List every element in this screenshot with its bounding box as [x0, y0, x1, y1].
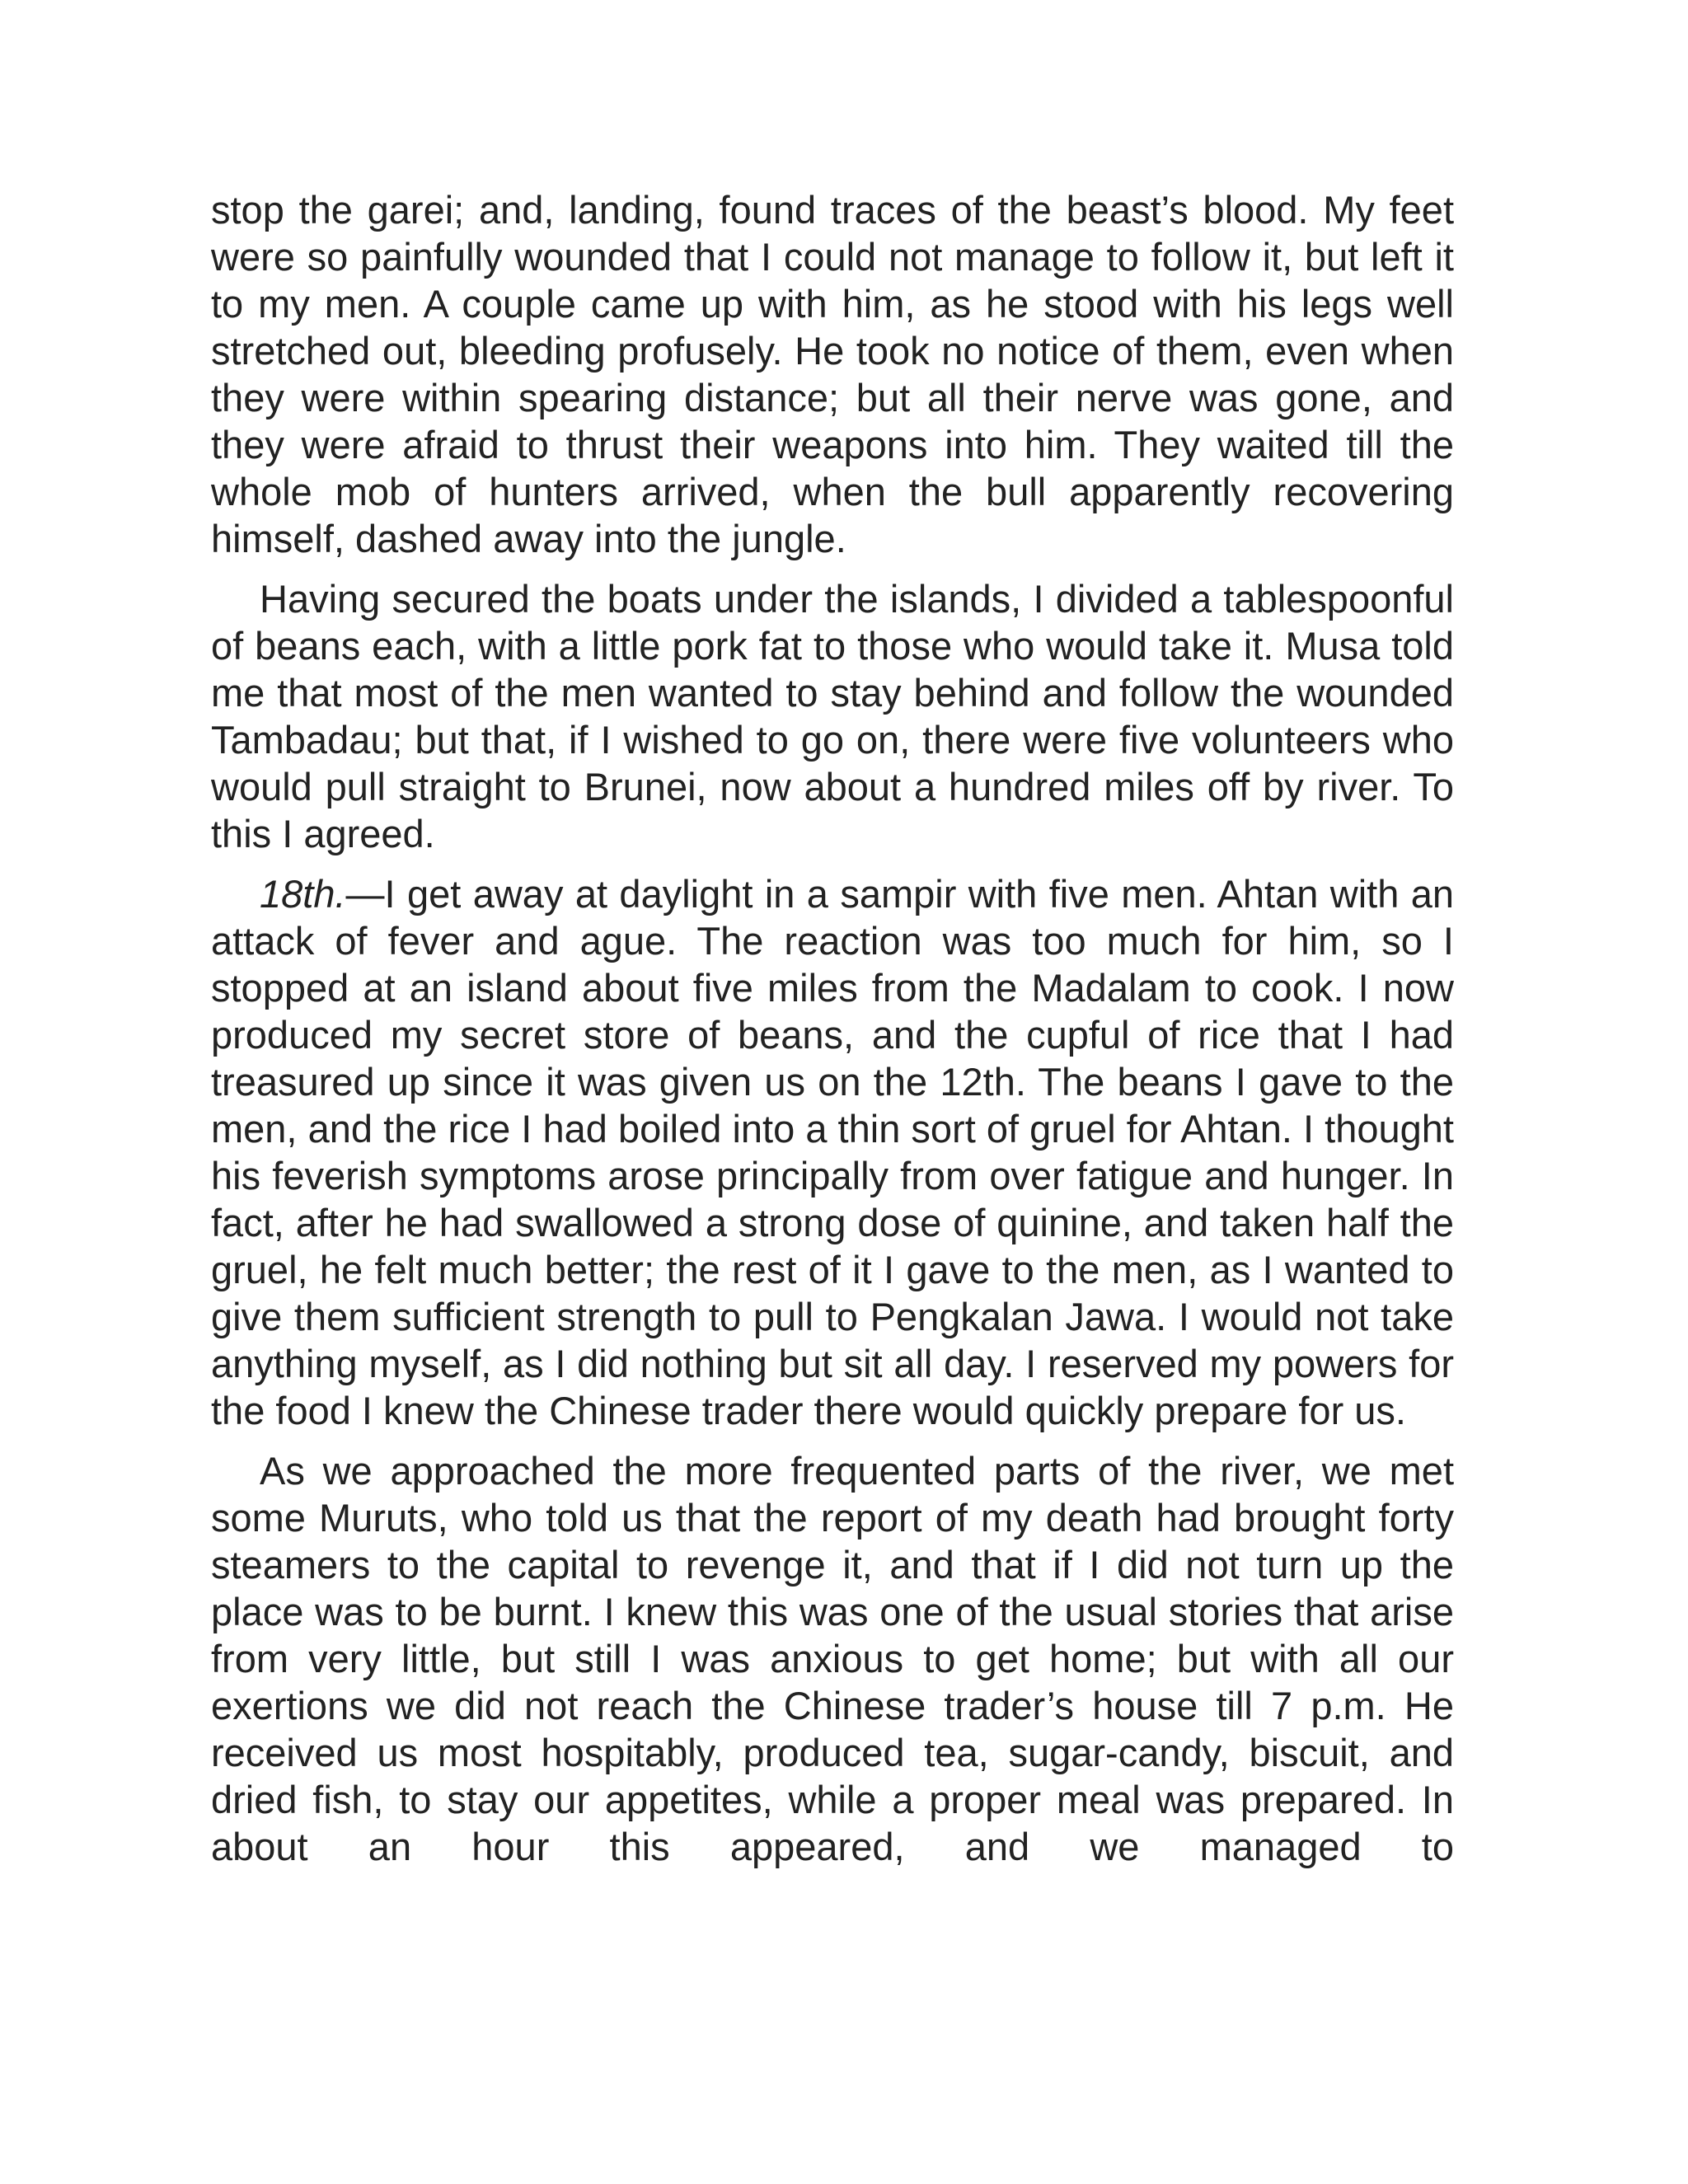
body-text — [211, 186, 1454, 1883]
date-heading: 18th. — [260, 872, 346, 916]
paragraph-3-text: —I get away at daylight in a sampir with five men. Ahtan with an attack of fever and ague. The reaction was too much for him, so I stopped at an island about five miles from the Madalam to cook. I now produced my secret store of beans, and the cupful of rice that I had treasured up since it was given us on the 12th. The beans I gave to the men, and the rice I had boiled into a thin sort of gruel for Ahtan. I thought his feverish symptoms arose principally from over fatigue and hunger. In fact, after he had swallowed a strong dose of quinine, and taken half the gruel, he felt much better; the rest of it I gave to the men, as I wanted to give them sufficient strength to pull to Pengkalan Jawa. I would not take anything myself, as I did nothing but sit all day. I reserved my powers for the food I knew the Chinese trader there would quickly prepare for us. — [211, 872, 1454, 1432]
paragraph-3 — [211, 870, 1454, 1434]
paragraph-1: stop the garei; and, landing, found traces of the beast’s blood. My feet were so painfully wounded that I could not manage to follow it, but left it to my men. A couple came up with him, as he stood with his legs well stretched out, bleeding profusely. He took no notice of them, even when they were within spearing distance; but all their nerve was gone, and they were afraid to thrust their weapons into him. They waited till the whole mob of hunters arrived, when the bull apparently recovering himself, dashed away into the jungle. — [211, 188, 1454, 560]
paragraph-2: Having secured the boats under the islands, I divided a tablespoonful of beans each, with a little pork fat to those who would take it. Musa told me that most of the men wanted to stay behind and follow the wounded Tambadau; but that, if I wished to go on, there were five volunteers who would pull straight to Brunei, now about a hundred miles off by river. To this I agreed. — [211, 577, 1454, 855]
paragraph-4: As we approached the more frequented parts of the river, we met some Muruts, who told us that the report of my death had brought forty steamers to the capital to revenge it, and that if I did not turn up the place was to be burnt. I knew this was one of the usual stories that arise from very little, but still I was anxious to get home; but with all our exertions we did not reach the Chinese trader’s house till 7 p.m. He received us most hospitably, produced tea, sugar-candy, biscuit, and dried fish, to stay our appetites, while a proper meal was prepared. In about an hour this appeared, and we managed to — [211, 1449, 1454, 1868]
